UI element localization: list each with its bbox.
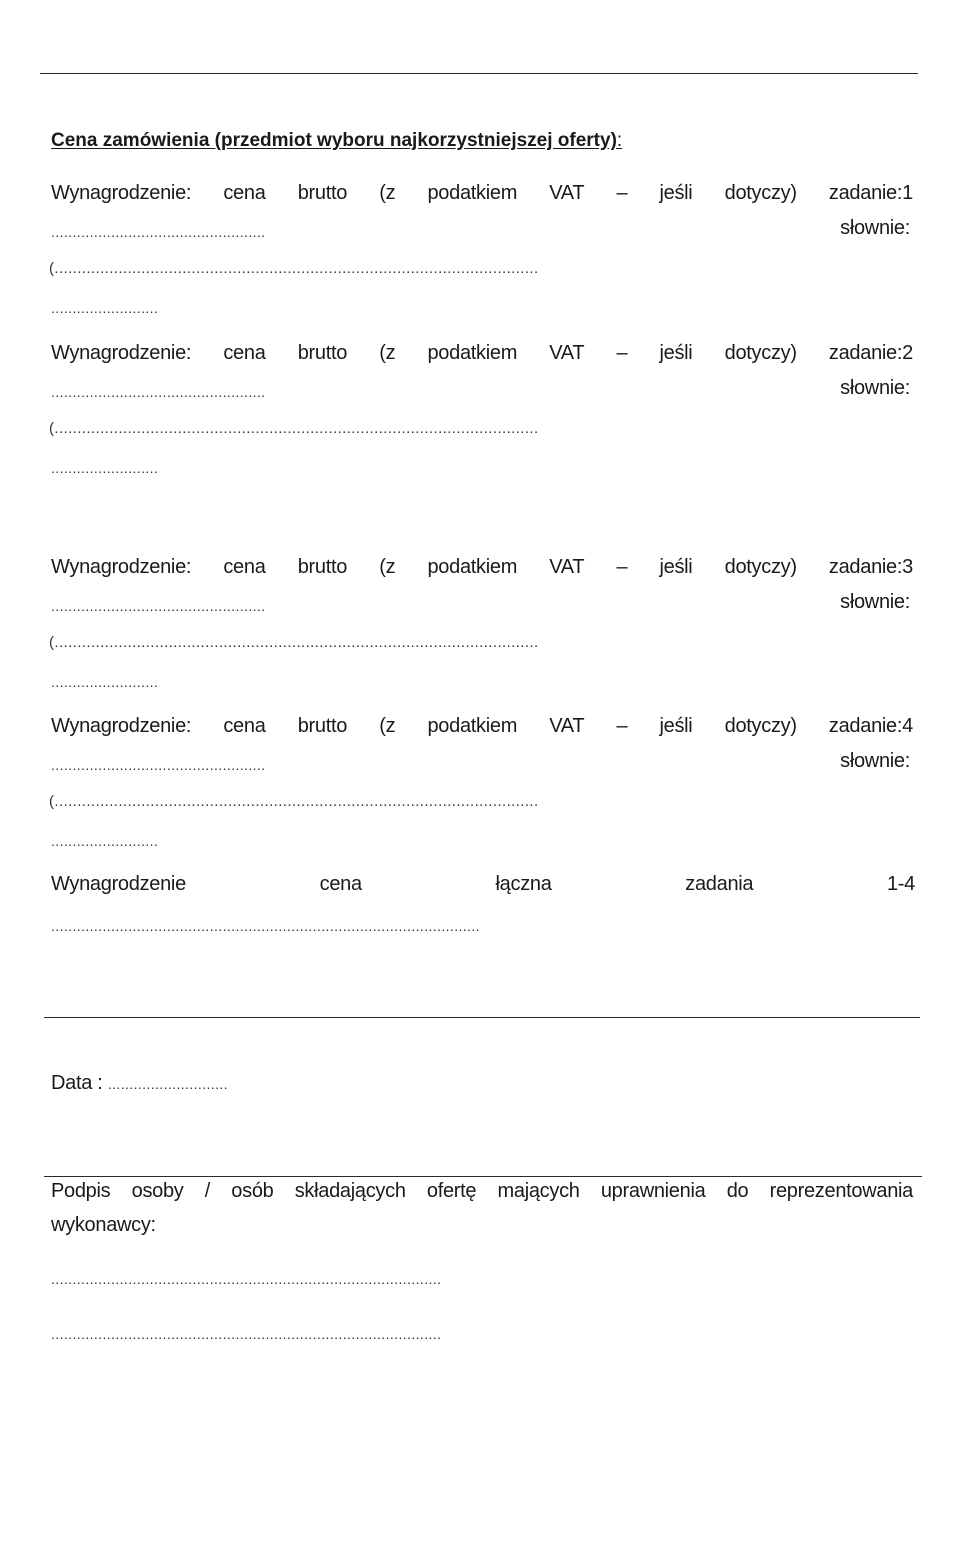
signature-divider <box>44 1176 922 1177</box>
task-label-word: dotyczy) <box>724 182 797 204</box>
middle-divider <box>44 1017 920 1018</box>
top-divider <box>40 73 918 74</box>
task-label-word: brutto <box>297 715 348 737</box>
task-label-word: – <box>616 556 628 578</box>
task-label-word: cena <box>223 182 266 204</box>
signature-label-line2: wykonawcy: <box>51 1214 156 1236</box>
task-tail-dots: ......................... <box>51 300 159 316</box>
signature-label-word: składających <box>294 1180 406 1202</box>
task-label-word: jeśli <box>659 182 693 204</box>
total-remuneration-row <box>51 873 915 896</box>
task-label-word: podatkiem <box>427 182 518 204</box>
section-heading-text: Cena zamówienia (przedmiot wyboru najkorzystniejszej oferty) <box>51 130 617 151</box>
signature-label-word: Podpis <box>51 1180 111 1202</box>
signature-dots-1: ........................................................................................... <box>51 1271 442 1287</box>
signature-dots-2: ........................................................................................... <box>51 1326 442 1342</box>
date-field <box>51 1072 228 1095</box>
task-amount-dots: .................................................. <box>51 598 266 614</box>
task-label-word: dotyczy) <box>724 715 797 737</box>
signature-label-word: ofertę <box>426 1180 477 1202</box>
signature-label-word: osoby <box>131 1180 184 1202</box>
total-label-word: zadania <box>685 873 754 895</box>
task-label-word: zadanie:1 <box>828 182 913 204</box>
task-in-words-label: słownie: <box>840 377 910 399</box>
task-amount-dots: .................................................. <box>51 224 266 240</box>
task-label-word: Wynagrodzenie: <box>51 715 192 737</box>
signature-label-word: osób <box>231 1180 274 1202</box>
task-in-words-dots: (.......................................................................................................... <box>49 793 539 810</box>
section-heading-colon: : <box>616 130 623 151</box>
task-label-word: VAT <box>549 556 585 578</box>
total-label-word: Wynagrodzenie <box>51 873 186 895</box>
total-label-word: cena <box>319 873 362 895</box>
task-label-word: Wynagrodzenie: <box>51 182 192 204</box>
task-remuneration-row <box>51 715 913 738</box>
task-tail-dots: ......................... <box>51 833 159 849</box>
total-amount-dots: .................................................................................................... <box>51 918 480 934</box>
task-label-word: (z <box>379 556 396 578</box>
task-label-word: podatkiem <box>427 342 518 364</box>
task-label-word: jeśli <box>659 556 693 578</box>
task-label-word: Wynagrodzenie: <box>51 342 192 364</box>
task-tail-dots: ......................... <box>51 460 159 476</box>
task-label-word: brutto <box>297 182 348 204</box>
task-label-word: (z <box>379 715 396 737</box>
task-label-word: cena <box>223 556 266 578</box>
task-label-word: zadanie:3 <box>828 556 913 578</box>
task-label-word: dotyczy) <box>724 342 797 364</box>
task-label-word: dotyczy) <box>724 556 797 578</box>
signature-label-word: do <box>726 1180 749 1202</box>
task-label-word: VAT <box>549 342 585 364</box>
task-label-word: podatkiem <box>427 715 518 737</box>
task-label-word: (z <box>379 182 396 204</box>
total-label-word: 1-4 <box>886 873 915 895</box>
signature-label-row <box>51 1180 913 1203</box>
total-label-word: łączna <box>495 873 552 895</box>
task-label-word: Wynagrodzenie: <box>51 556 192 578</box>
task-label-word: zadanie:2 <box>828 342 913 364</box>
task-label-word: cena <box>223 715 266 737</box>
section-heading <box>51 130 622 152</box>
signature-label-word: uprawnienia <box>600 1180 706 1202</box>
task-label-word: – <box>616 715 628 737</box>
task-label-word: brutto <box>297 342 348 364</box>
task-label-word: podatkiem <box>427 556 518 578</box>
task-label-word: (z <box>379 342 396 364</box>
task-in-words-label: słownie: <box>840 217 910 239</box>
task-label-word: zadanie:4 <box>828 715 913 737</box>
signature-label-word: / <box>204 1180 211 1202</box>
task-label-word: jeśli <box>659 342 693 364</box>
task-tail-dots: ......................... <box>51 674 159 690</box>
task-remuneration-row <box>51 182 913 205</box>
task-in-words-label: słownie: <box>840 750 910 772</box>
task-label-word: VAT <box>549 182 585 204</box>
task-label-word: jeśli <box>659 715 693 737</box>
task-label-word: cena <box>223 342 266 364</box>
task-remuneration-row <box>51 342 913 365</box>
task-label-word: VAT <box>549 715 585 737</box>
signature-label-word: mających <box>497 1180 580 1202</box>
date-label: Data : <box>51 1072 103 1094</box>
date-dots: ............................ <box>107 1076 228 1092</box>
signature-label-word: reprezentowania <box>769 1180 913 1202</box>
task-label-word: – <box>616 342 628 364</box>
task-in-words-label: słownie: <box>840 591 910 613</box>
task-amount-dots: .................................................. <box>51 757 266 773</box>
task-in-words-dots: (.......................................................................................................... <box>49 420 539 437</box>
task-remuneration-row <box>51 556 913 579</box>
task-in-words-dots: (.......................................................................................................... <box>49 634 539 651</box>
task-amount-dots: .................................................. <box>51 384 266 400</box>
task-label-word: brutto <box>297 556 348 578</box>
task-in-words-dots: (.......................................................................................................... <box>49 260 539 277</box>
task-label-word: – <box>616 182 628 204</box>
